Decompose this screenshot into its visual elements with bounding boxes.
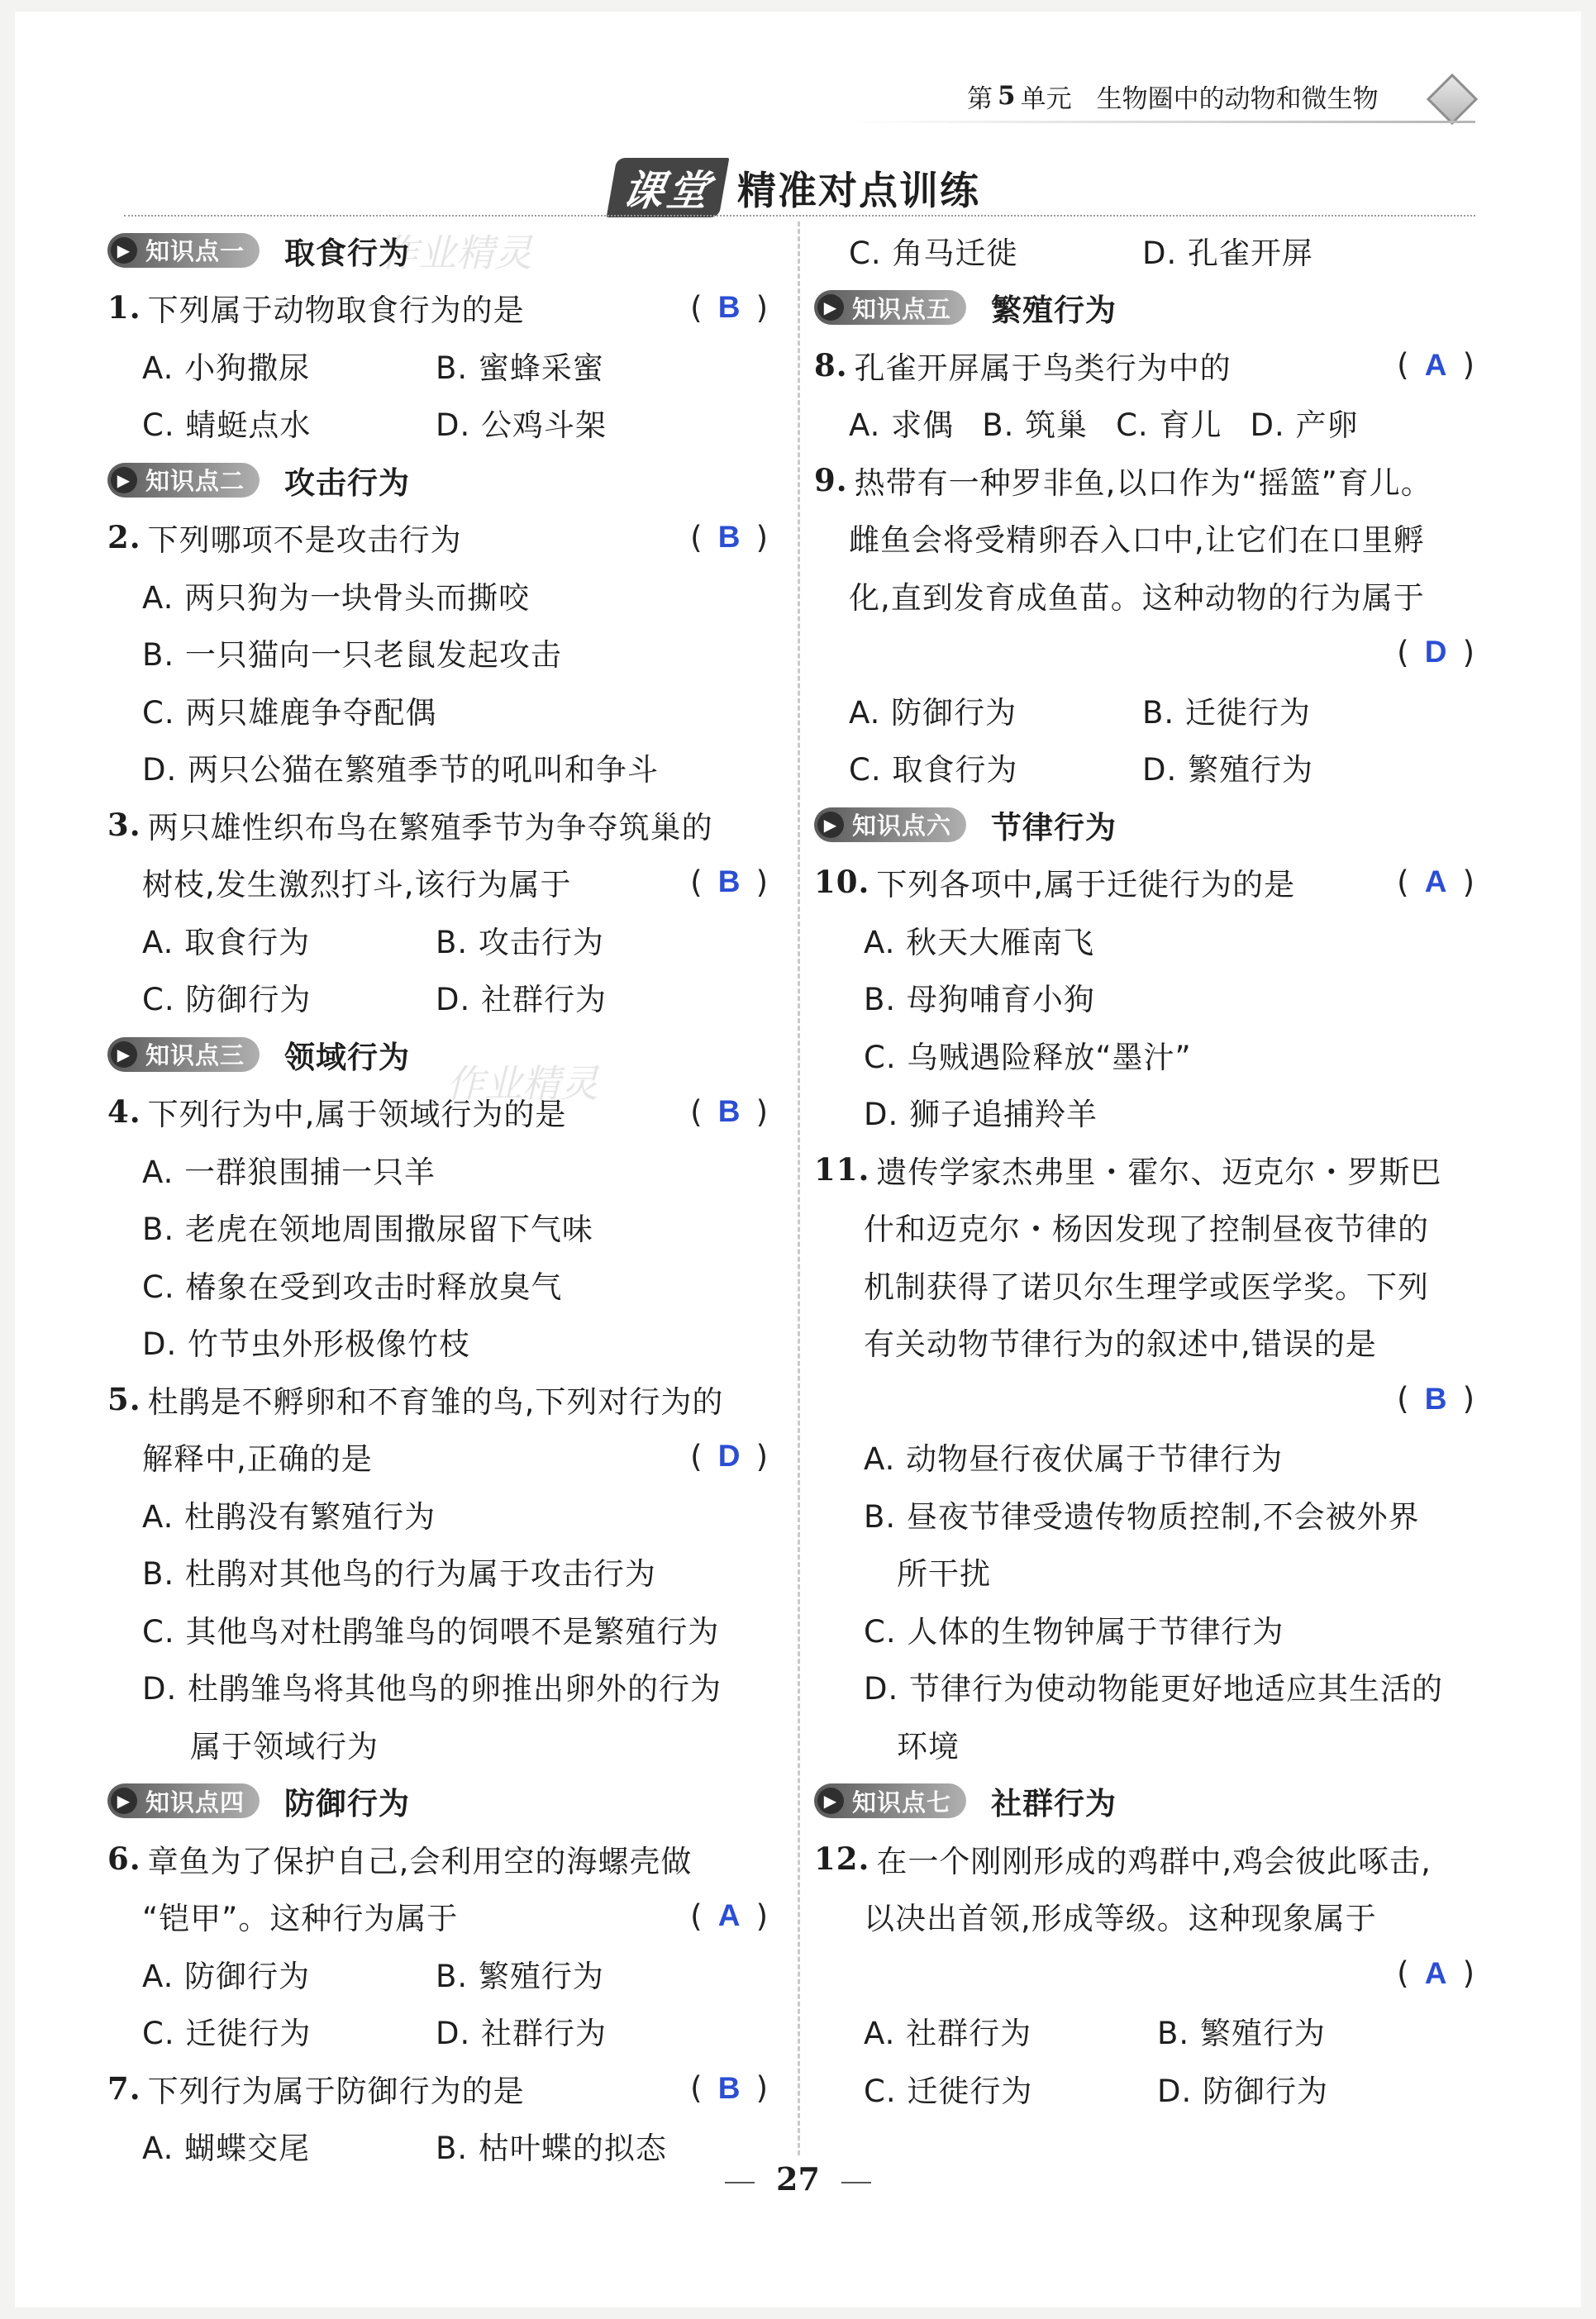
knowledge-point-title: 繁殖行为 — [991, 293, 1117, 329]
answer-option — [107, 1543, 769, 1601]
answer-option — [814, 1083, 1475, 1141]
answer-paren-open: ( — [1397, 347, 1410, 383]
answer-option — [814, 1600, 1475, 1658]
knowledge-point-badge — [107, 463, 260, 498]
answer-paren-close: ) — [755, 1898, 769, 1934]
answer-value: A — [1424, 864, 1448, 899]
option-text: D. 竹节虫外形极像竹枝 — [142, 1326, 471, 1363]
question-text: 杜鹃是不孵卵和不育雏的鸟,下列对行为的 — [147, 1383, 724, 1420]
answer-value: B — [1424, 1381, 1448, 1416]
question-text: 机制获得了诺贝尔生理学或医学奖。下列 — [864, 1269, 1429, 1305]
option-row — [107, 911, 769, 969]
badge-label: 知识点五 — [852, 294, 952, 323]
knowledge-point-badge — [107, 1783, 260, 1818]
answer-option: D. 公鸡斗架 — [436, 407, 607, 444]
question-text: 什和迈克尔・杨因发现了控制昼夜节律的 — [864, 1212, 1429, 1248]
right-column — [814, 221, 1475, 2117]
knowledge-point-badge — [107, 233, 260, 268]
answer-option — [107, 1198, 769, 1256]
question-stem — [107, 796, 769, 854]
play-icon: ▶ — [111, 467, 137, 493]
answer-option: B. 迁徙行为 — [1142, 694, 1311, 731]
answer-option — [814, 911, 1475, 969]
answer-value: B — [717, 864, 741, 899]
knowledge-point-heading — [107, 451, 769, 509]
answer-paren-open: ( — [690, 289, 703, 326]
answer-option — [107, 739, 769, 797]
answer-option: B. 蜜蜂采蜜 — [436, 350, 604, 386]
footer-dash — [725, 2182, 755, 2183]
question-number: 12. — [814, 1840, 870, 1877]
question-stem — [107, 1370, 769, 1428]
question-text: 两只雄性织布鸟在繁殖季节为争夺筑巢的 — [147, 809, 713, 845]
answer-box — [690, 2070, 769, 2106]
answer-value: B — [717, 520, 741, 555]
answer-option — [814, 969, 1475, 1026]
question-continuation — [107, 854, 769, 912]
option-row — [814, 2002, 1475, 2060]
answer-paren-open: ( — [690, 1438, 703, 1474]
question-text: 孔雀开屏属于鸟类行为中的 — [854, 350, 1232, 386]
answer-option — [107, 624, 769, 682]
knowledge-point-badge — [814, 290, 966, 325]
option-row — [107, 1945, 769, 2002]
question-text: 下列属于动物取食行为的是 — [147, 293, 525, 329]
question-number: 2. — [107, 519, 141, 556]
answer-paren-close: ) — [755, 1093, 769, 1130]
option-text: A. 秋天大雁南飞 — [864, 924, 1095, 960]
answer-paren-close: ) — [1462, 1955, 1475, 1992]
question-continuation — [814, 1313, 1475, 1371]
answer-option — [814, 1485, 1475, 1543]
answer-row — [814, 1945, 1475, 2002]
answer-box — [1397, 635, 1475, 670]
answer-box — [1397, 347, 1475, 383]
question-stem — [107, 1830, 769, 1888]
unit-prefix: 第 — [967, 83, 993, 114]
answer-option: B. 筑巢 — [982, 407, 1089, 444]
badge-label: 知识点四 — [145, 1788, 245, 1817]
option-text: A. 一群狼围捕一只羊 — [142, 1154, 436, 1190]
answer-paren-close: ) — [1462, 347, 1475, 383]
question-text: 树枝,发生激烈打斗,该行为属于 — [142, 867, 572, 903]
title-badge: 课堂 — [607, 158, 730, 217]
answer-option — [107, 1140, 769, 1198]
answer-paren-open: ( — [690, 2070, 703, 2107]
question-number: 9. — [814, 461, 848, 498]
option-text: 属于领域行为 — [190, 1728, 379, 1764]
answer-paren-close: ) — [1462, 864, 1475, 900]
answer-box — [690, 864, 769, 900]
answer-box — [690, 1439, 769, 1474]
badge-label: 知识点六 — [852, 812, 952, 840]
question-number: 10. — [814, 864, 870, 901]
badge-label: 知识点三 — [145, 1041, 245, 1070]
option-row — [107, 394, 769, 452]
option-row — [814, 221, 1475, 279]
answer-option: A. 取食行为 — [142, 924, 311, 960]
answer-option: D. 繁殖行为 — [1142, 752, 1314, 788]
answer-option: A. 防御行为 — [849, 694, 1017, 731]
answer-box — [1397, 1955, 1475, 1991]
unit-suffix: 单元 — [1020, 83, 1072, 114]
option-text: C. 椿象在受到攻击时释放臭气 — [142, 1269, 563, 1305]
option-row — [814, 2059, 1475, 2117]
answer-option: A. 社群行为 — [864, 2016, 1032, 2052]
answer-value: B — [717, 290, 741, 325]
option-text: D. 杜鹃雏鸟将其他鸟的卵推出卵外的行为 — [142, 1671, 722, 1707]
question-text: 以决出首领,形成等级。这种现象属于 — [864, 1901, 1377, 1937]
badge-label: 知识点二 — [145, 467, 245, 496]
option-row — [814, 681, 1475, 739]
play-icon: ▶ — [817, 294, 844, 321]
page-number: 27 — [776, 2160, 820, 2198]
footer-dash — [841, 2182, 871, 2183]
answer-option: A. 防御行为 — [142, 1958, 311, 1994]
answer-option: D. 社群行为 — [436, 982, 607, 1018]
question-stem — [107, 2059, 769, 2117]
badge-label: 知识点一 — [145, 237, 245, 266]
badge-label: 知识点七 — [852, 1788, 952, 1817]
question-text: 在一个刚刚形成的鸡群中,鸡会彼此啄击, — [876, 1843, 1432, 1879]
question-continuation — [814, 1255, 1475, 1313]
question-stem — [107, 1083, 769, 1141]
answer-paren-open: ( — [1397, 1381, 1410, 1417]
knowledge-point-badge — [107, 1037, 260, 1072]
option-continuation — [107, 1715, 769, 1773]
answer-box — [690, 1898, 769, 1934]
knowledge-point-heading — [814, 796, 1475, 854]
question-text: 下列各项中,属于迁徙行为的是 — [876, 867, 1296, 903]
answer-option: A. 小狗撒尿 — [142, 350, 311, 386]
option-row — [107, 336, 769, 394]
answer-paren-close: ) — [755, 864, 769, 900]
question-text: 下列行为属于防御行为的是 — [147, 2073, 525, 2109]
answer-paren-open: ( — [1397, 634, 1410, 670]
answer-option: C. 迁徙行为 — [142, 2016, 312, 2052]
answer-option: B. 枯叶蝶的拟态 — [436, 2131, 667, 2167]
section-title — [612, 159, 980, 217]
header-divider — [851, 121, 1475, 123]
answer-option: B. 攻击行为 — [436, 924, 604, 960]
answer-option: C. 角马迁徙 — [849, 235, 1018, 271]
question-number: 3. — [107, 806, 141, 843]
knowledge-point-title: 攻击行为 — [284, 464, 411, 501]
question-text: 雌鱼会将受精卵吞入口中,让它们在口里孵 — [849, 522, 1425, 559]
knowledge-point-title: 社群行为 — [991, 1786, 1117, 1822]
question-continuation — [814, 566, 1475, 624]
play-icon: ▶ — [111, 1041, 137, 1068]
answer-option — [814, 1658, 1475, 1716]
answer-option: C. 蜻蜓点水 — [142, 407, 312, 444]
question-text: 下列哪项不是攻击行为 — [147, 522, 462, 559]
option-row — [107, 969, 769, 1026]
option-row — [814, 739, 1475, 797]
question-number: 1. — [107, 289, 141, 326]
answer-option — [107, 1255, 769, 1313]
knowledge-point-heading — [107, 221, 769, 279]
knowledge-point-heading — [107, 1026, 769, 1083]
option-text: B. 老虎在领地周围撒尿留下气味 — [142, 1212, 593, 1248]
option-text: D. 狮子追捕羚羊 — [864, 1097, 1098, 1133]
answer-paren-open: ( — [690, 1898, 703, 1934]
answer-row — [814, 624, 1475, 682]
answer-value: D — [717, 1439, 741, 1474]
option-continuation — [814, 1543, 1475, 1601]
answer-paren-close: ) — [755, 289, 769, 326]
answer-paren-open: ( — [1397, 864, 1410, 900]
answer-option: C. 防御行为 — [142, 982, 312, 1018]
option-text: C. 两只雄鹿争夺配偶 — [142, 694, 437, 731]
question-stem — [814, 1830, 1475, 1888]
option-text: A. 两只狗为一块骨头而撕咬 — [142, 579, 531, 616]
option-text: 环境 — [897, 1728, 960, 1764]
answer-box — [1397, 1381, 1475, 1417]
watermark: 作业精灵 — [380, 231, 532, 275]
question-text: 化,直到发育成鱼苗。这种动物的行为属于 — [849, 579, 1425, 616]
answer-value: A — [1424, 347, 1448, 382]
answer-option — [107, 566, 769, 624]
question-number: 6. — [107, 1840, 141, 1877]
question-stem — [814, 1140, 1475, 1198]
answer-option — [814, 1428, 1475, 1486]
question-continuation — [107, 1428, 769, 1486]
knowledge-point-heading — [814, 279, 1475, 337]
question-number: 8. — [814, 346, 848, 383]
answer-option: B. 繁殖行为 — [1157, 2016, 1326, 2052]
option-continuation — [814, 1715, 1475, 1773]
option-row — [814, 394, 1475, 452]
unit-title: 生物圈中的动物和微生物 — [1096, 83, 1379, 114]
answer-box — [1397, 864, 1475, 900]
question-continuation — [814, 1888, 1475, 1945]
knowledge-point-title: 领域行为 — [284, 1039, 411, 1075]
answer-paren-close: ) — [1462, 1381, 1475, 1417]
knowledge-point-heading — [814, 1773, 1475, 1831]
answer-value: B — [717, 1094, 741, 1129]
title-divider — [124, 215, 1475, 217]
option-text: B. 杜鹃对其他鸟的行为属于攻击行为 — [142, 1556, 656, 1593]
answer-value: D — [1424, 635, 1448, 669]
title-main: 精准对点训练 — [737, 168, 980, 214]
answer-value: A — [717, 1898, 741, 1933]
question-number: 11. — [814, 1150, 870, 1188]
answer-option: A. 求偶 — [849, 407, 955, 444]
option-text: C. 人体的生物钟属于节律行为 — [864, 1613, 1284, 1650]
option-text: C. 其他鸟对杜鹃雏鸟的饲喂不是繁殖行为 — [142, 1613, 720, 1650]
answer-option: C. 育儿 — [1116, 407, 1222, 444]
knowledge-point-title: 节律行为 — [991, 809, 1117, 845]
answer-option: C. 取食行为 — [849, 752, 1018, 788]
option-text: 所干扰 — [897, 1556, 991, 1593]
unit-header — [967, 76, 1463, 116]
question-continuation — [107, 1888, 769, 1945]
answer-paren-close: ) — [755, 2070, 769, 2107]
answer-value: A — [1424, 1955, 1448, 1990]
question-stem — [107, 279, 769, 337]
option-text: A. 杜鹃没有繁殖行为 — [142, 1498, 436, 1535]
play-icon: ▶ — [817, 1788, 844, 1814]
question-continuation — [814, 1198, 1475, 1256]
question-text: 下列行为中,属于领域行为的是 — [147, 1097, 567, 1133]
answer-option: D. 孔雀开屏 — [1142, 235, 1314, 271]
option-text: A. 动物昼行夜伏属于节律行为 — [864, 1441, 1284, 1478]
answer-option: B. 繁殖行为 — [436, 1958, 604, 1994]
play-icon: ▶ — [111, 237, 137, 264]
question-number: 7. — [107, 2069, 141, 2107]
option-text: B. 昼夜节律受遗传物质控制,不会被外界 — [864, 1498, 1420, 1535]
column-divider — [798, 221, 800, 2155]
answer-paren-close: ) — [755, 519, 769, 555]
option-text: C. 乌贼遇险释放“墨汁” — [864, 1039, 1192, 1075]
answer-option — [107, 1600, 769, 1658]
question-stem — [814, 451, 1475, 509]
question-text: 热带有一种罗非鱼,以口作为“摇篮”育儿。 — [854, 464, 1432, 501]
play-icon: ▶ — [817, 812, 844, 838]
question-continuation — [814, 509, 1475, 567]
answer-box — [690, 520, 769, 555]
answer-option: A. 蝴蝶交尾 — [142, 2131, 311, 2167]
question-text: 章鱼为了保护自己,会利用空的海螺壳做 — [147, 1843, 693, 1879]
option-text: D. 节律行为使动物能更好地适应其生活的 — [864, 1671, 1444, 1707]
question-number: 4. — [107, 1093, 141, 1131]
unit-number: 5 — [998, 81, 1016, 111]
question-text: 遗传学家杰弗里・霍尔、迈克尔・罗斯巴 — [876, 1154, 1442, 1190]
question-text: 解释中,正确的是 — [142, 1441, 373, 1478]
answer-paren-close: ) — [1462, 634, 1475, 670]
knowledge-point-badge — [814, 1783, 966, 1818]
knowledge-point-title: 防御行为 — [284, 1786, 411, 1822]
left-column — [107, 221, 769, 2174]
question-text: 有关动物节律行为的叙述中,错误的是 — [864, 1326, 1377, 1363]
answer-paren-open: ( — [690, 864, 703, 900]
answer-option: D. 产卵 — [1250, 407, 1359, 444]
question-stem — [814, 336, 1475, 394]
answer-option — [107, 1485, 769, 1543]
answer-option — [107, 1658, 769, 1716]
answer-row — [814, 1370, 1475, 1428]
answer-paren-open: ( — [690, 519, 703, 555]
question-stem — [814, 854, 1475, 912]
answer-paren-open: ( — [1397, 1955, 1410, 1992]
answer-option — [107, 681, 769, 739]
knowledge-point-badge — [814, 807, 966, 842]
knowledge-point-heading — [107, 1773, 769, 1831]
answer-box — [690, 290, 769, 326]
option-text: B. 母狗哺育小狗 — [864, 982, 1095, 1018]
page-number-footer — [0, 2160, 1596, 2198]
answer-paren-close: ) — [755, 1438, 769, 1474]
answer-box — [690, 1094, 769, 1130]
answer-paren-open: ( — [690, 1093, 703, 1130]
answer-option: D. 防御行为 — [1157, 2073, 1329, 2109]
answer-option: D. 社群行为 — [436, 2016, 607, 2052]
watermark: 作业精灵 — [446, 1061, 598, 1106]
option-row — [107, 2002, 769, 2060]
answer-value: B — [717, 2070, 741, 2105]
play-icon: ▶ — [111, 1788, 137, 1814]
option-text: D. 两只公猫在繁殖季节的吼叫和争斗 — [142, 752, 660, 788]
answer-option: C. 迁徙行为 — [864, 2073, 1033, 2109]
option-text: B. 一只猫向一只老鼠发起攻击 — [142, 637, 562, 674]
question-number: 5. — [107, 1380, 141, 1417]
answer-option — [814, 1026, 1475, 1083]
answer-option — [107, 1313, 769, 1371]
knowledge-point-title: 取食行为 — [284, 235, 411, 271]
question-text: “铠甲”。这种行为属于 — [142, 1901, 459, 1937]
question-stem — [107, 509, 769, 567]
